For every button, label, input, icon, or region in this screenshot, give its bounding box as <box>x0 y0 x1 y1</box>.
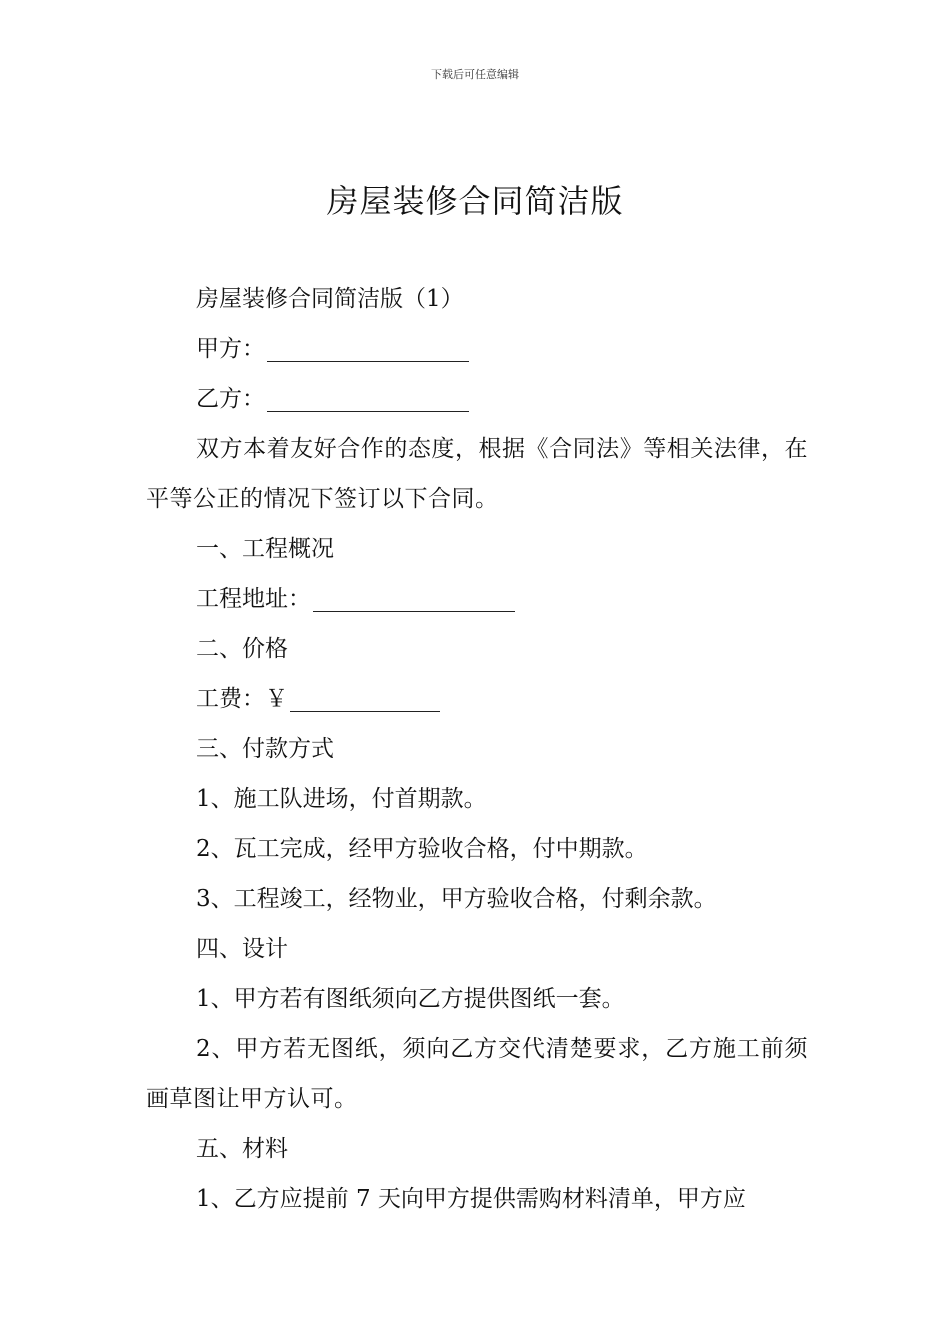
header-note: 下载后可任意编辑 <box>431 68 519 81</box>
section-4-heading: 四、设计 <box>196 936 288 962</box>
document-body <box>146 274 808 1224</box>
subtitle: 房屋装修合同简洁版（1） <box>196 286 464 312</box>
party-a-label: 甲方： <box>196 336 265 362</box>
fee-line <box>146 674 808 724</box>
party-a-line <box>146 324 808 374</box>
section-1-heading: 一、工程概况 <box>196 536 334 562</box>
material-item-1: 1、乙方应提前 7 天向甲方提供需购材料清单，甲方应 <box>196 1186 746 1212</box>
section-5-heading: 五、材料 <box>196 1136 288 1162</box>
section-3-heading: 三、付款方式 <box>196 736 334 762</box>
payment-item-2: 2、瓦工完成，经甲方验收合格，付中期款。 <box>196 836 648 862</box>
party-a-blank <box>267 335 469 362</box>
payment-item-3: 3、工程竣工，经物业，甲方验收合格，付剩余款。 <box>196 886 717 912</box>
section-2-heading: 二、价格 <box>196 636 288 662</box>
party-b-label: 乙方： <box>196 386 265 412</box>
document-title: 房屋装修合同简洁版 <box>326 182 624 220</box>
party-b-blank <box>267 385 469 412</box>
address-label: 工程地址： <box>196 586 311 612</box>
intro-paragraph: 双方本着友好合作的态度，根据《合同法》等相关法律，在平等公正的情况下签订以下合同。 <box>146 436 808 512</box>
fee-blank <box>290 685 440 712</box>
design-item-1: 1、甲方若有图纸须向乙方提供图纸一套。 <box>196 986 625 1012</box>
address-blank <box>313 585 515 612</box>
party-b-line <box>146 374 808 424</box>
design-item-2: 2、甲方若无图纸，须向乙方交代清楚要求，乙方施工前须画草图让甲方认可。 <box>146 1036 808 1112</box>
fee-label: 工费：￥ <box>196 686 288 712</box>
address-line <box>146 574 808 624</box>
payment-item-1: 1、施工队进场，付首期款。 <box>196 786 487 812</box>
